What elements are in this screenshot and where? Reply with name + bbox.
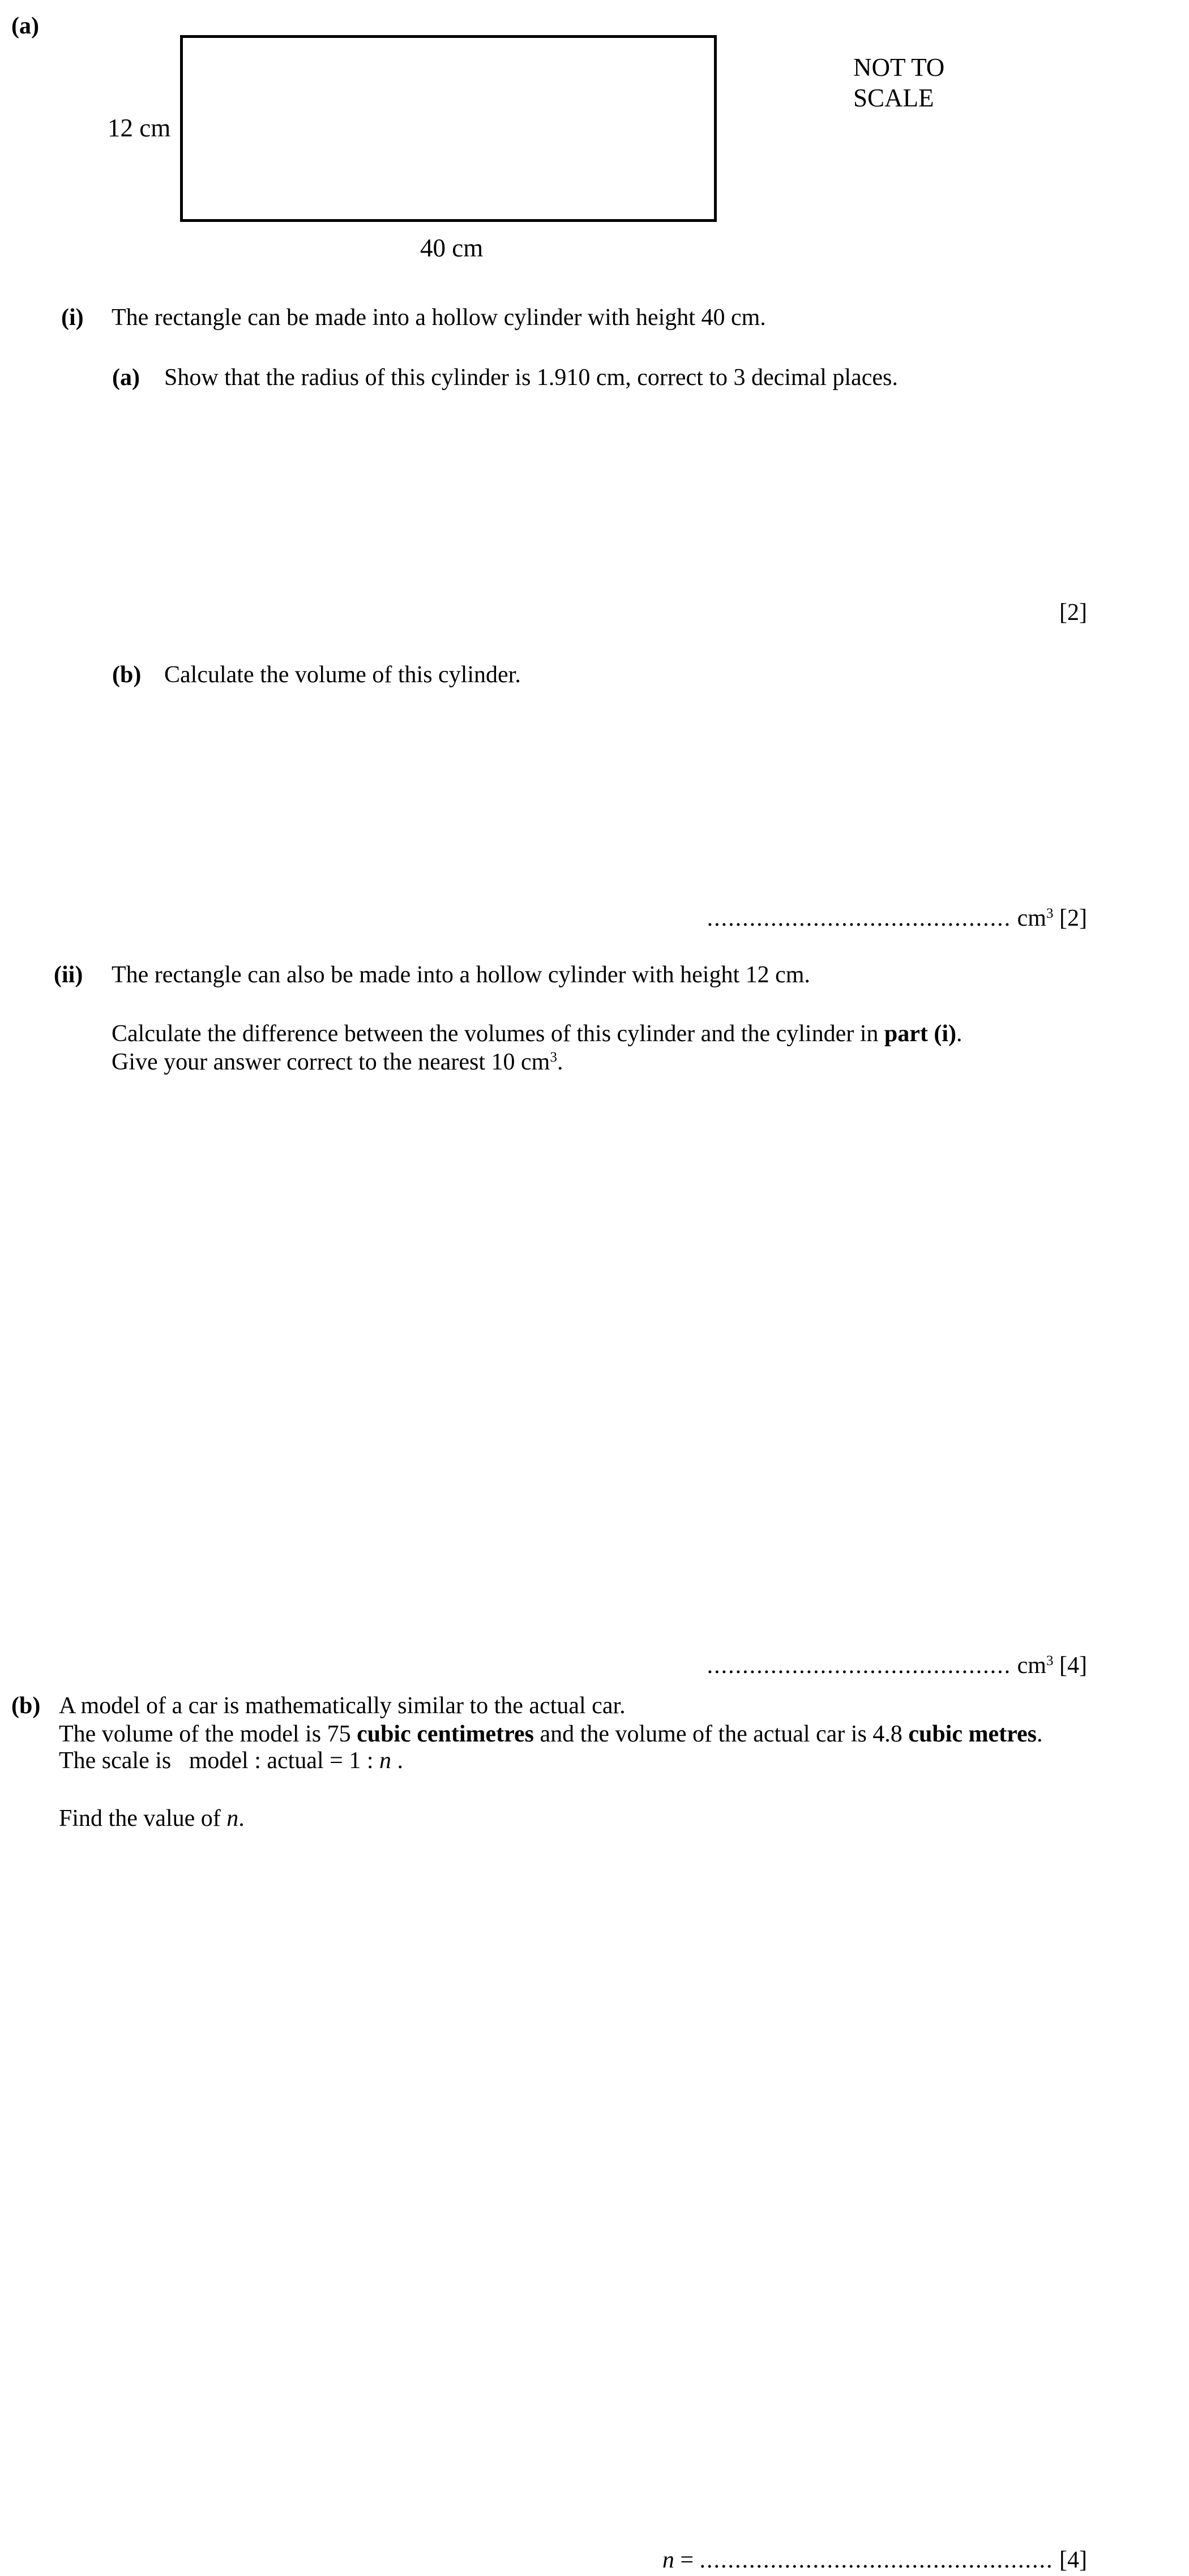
question-ia-text: Show that the radius of this cylinder is 1.910 cm, correct to 3 decimal places.	[164, 365, 898, 391]
question-ii-precision	[112, 1049, 563, 1077]
answer-unit-exponent-volume: 3	[1046, 906, 1054, 922]
answer-dots-volume[interactable]: ...........................................	[707, 905, 1012, 931]
marks-b: [4]	[1053, 2547, 1087, 2573]
question-ii-precision-exponent: 3	[550, 1050, 557, 1066]
part-a-label: (a)	[11, 13, 39, 39]
answer-n-equals: =	[674, 2547, 700, 2573]
question-ii-instruction-post: .	[956, 1021, 963, 1047]
part-b-label: (b)	[11, 1693, 41, 1719]
answer-dots-n[interactable]: ..................................................	[699, 2547, 1054, 2573]
part-b-statement-3-post: .	[391, 1748, 404, 1774]
part-b-find-pre: Find the value of	[59, 1805, 227, 1832]
part-b-statement-3-pre: The scale is model : actual = 1 :	[59, 1748, 380, 1774]
not-to-scale-note	[853, 52, 944, 113]
height-dimension-label: 12 cm	[108, 114, 171, 142]
answer-dots-difference[interactable]: ...........................................	[707, 1653, 1012, 1679]
marks-ib: [2]	[1053, 905, 1087, 931]
question-ii-label: (ii)	[54, 962, 83, 988]
part-b-statement-2-seg2: and the volume of the actual car is 4.8	[534, 1721, 909, 1747]
not-to-scale-line2: SCALE	[853, 84, 934, 112]
part-b-statement-3-var: n	[379, 1748, 392, 1774]
question-ib-label: (b)	[112, 662, 142, 688]
question-ii-instruction-bold: part (i)	[884, 1021, 957, 1047]
width-dimension-label: 40 cm	[420, 234, 484, 262]
part-b-statement-1: A model of a car is mathematically similar to the actual car.	[59, 1693, 626, 1719]
marks-ii: [4]	[1053, 1653, 1087, 1679]
answer-unit-exponent-difference: 3	[1046, 1653, 1054, 1669]
part-b-statement-2	[59, 1721, 1042, 1749]
part-b-statement-2-seg1: The volume of the model is 75	[59, 1721, 357, 1747]
part-b-statement-2-bold2: cubic metres	[908, 1721, 1037, 1747]
part-b-find-post: .	[238, 1805, 245, 1832]
question-i-label: (i)	[61, 305, 84, 331]
marks-ia: [2]	[1059, 600, 1087, 626]
part-b-statement-3	[59, 1747, 403, 1775]
question-ii-instruction-pre: Calculate the difference between the volumes of this cylinder and the cylinder in	[112, 1021, 884, 1047]
answer-unit-difference: cm	[1011, 1653, 1046, 1679]
answer-unit-volume: cm	[1011, 905, 1046, 931]
answer-blank-n[interactable]	[662, 2547, 1087, 2575]
question-i-text: The rectangle can be made into a hollow cylinder with height 40 cm.	[112, 305, 766, 331]
rectangle-diagram	[180, 35, 717, 222]
answer-blank-volume[interactable]	[707, 905, 1087, 933]
answer-blank-difference[interactable]	[707, 1652, 1087, 1680]
part-b-find	[59, 1805, 245, 1833]
question-ii-precision-post: .	[557, 1049, 563, 1075]
question-ib-text: Calculate the volume of this cylinder.	[164, 662, 521, 688]
question-ii-text: The rectangle can also be made into a hollow cylinder with height 12 cm.	[112, 962, 810, 988]
question-ii-instruction	[112, 1020, 963, 1049]
answer-n-var: n	[662, 2547, 674, 2573]
part-b-statement-2-seg3: .	[1036, 1721, 1043, 1747]
question-ii-precision-pre: Give your answer correct to the nearest 10 cm	[112, 1049, 550, 1075]
question-ia-label: (a)	[112, 365, 140, 391]
part-b-find-var: n	[226, 1805, 239, 1832]
not-to-scale-line1: NOT TO	[853, 53, 945, 82]
part-b-statement-2-bold1: cubic centimetres	[357, 1721, 534, 1747]
